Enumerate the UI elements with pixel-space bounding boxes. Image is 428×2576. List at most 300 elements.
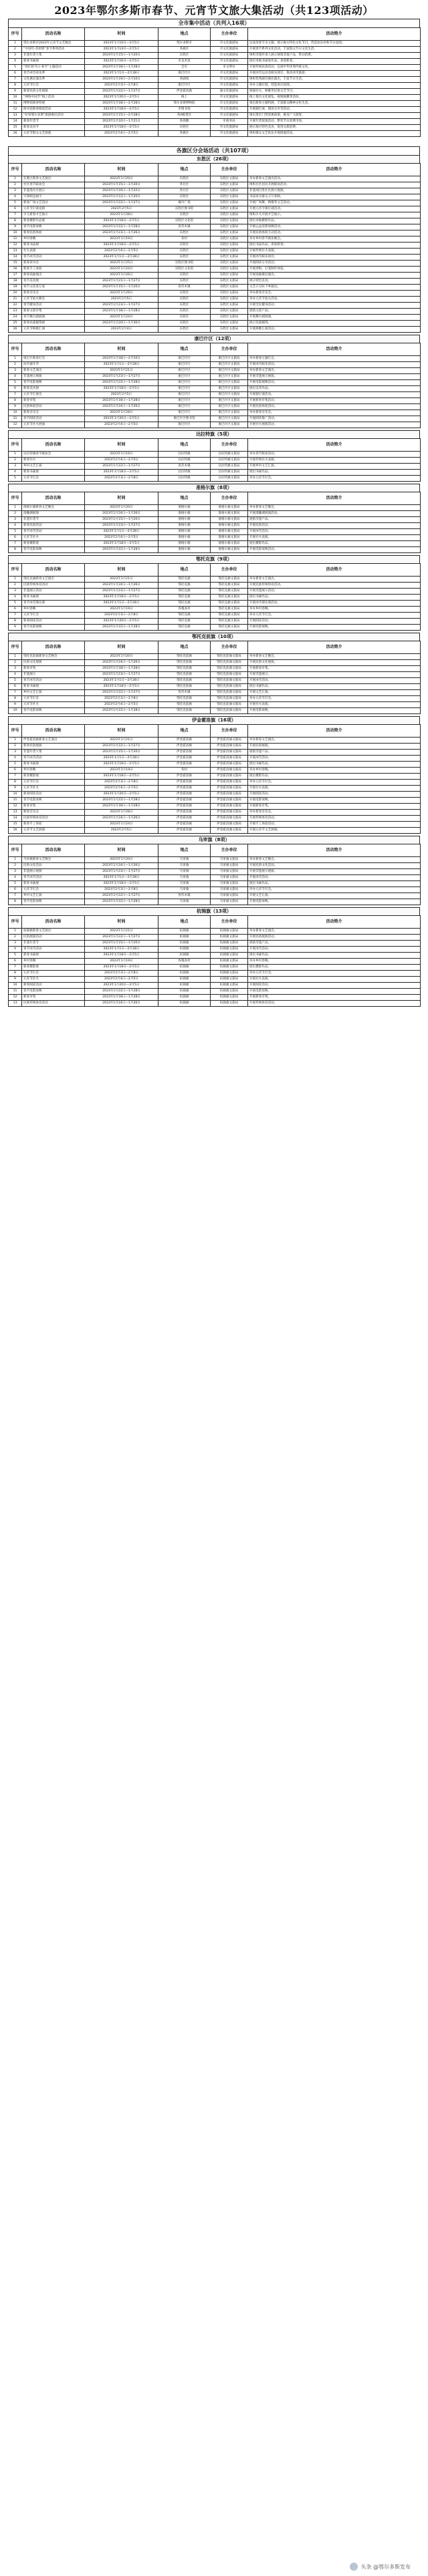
table-cell: 东胜区 xyxy=(158,243,211,249)
table-cell: 达拉特旗 xyxy=(158,452,211,458)
table-row xyxy=(9,101,421,107)
table-cell: 乌审旗 xyxy=(158,863,211,869)
table-cell: 2023年1月22日—1月28日 xyxy=(85,989,158,995)
table-cell: 康巴什区文旅局 xyxy=(211,386,248,392)
table-cell: 9 xyxy=(9,977,22,983)
table-cell: 开展民俗活动。 xyxy=(248,523,421,529)
table-cell: 东胜区文旅局 xyxy=(211,255,248,261)
table-cell: 2023年1月18日—1月28日 xyxy=(85,666,158,672)
table-cell: 举办元宵节灯会。 xyxy=(248,613,421,619)
table-cell: 9 xyxy=(9,89,22,95)
table-cell: 7 xyxy=(9,613,22,619)
table-cell: 鄂托克前旗 xyxy=(158,684,211,690)
table-cell: 非遗项目进社区展示展演。 xyxy=(248,188,421,194)
table-cell: 春节阅读活动 xyxy=(22,416,85,422)
table-cell: 2023年1月23日—1月27日 xyxy=(85,523,158,529)
table-cell: 春节电影放映 xyxy=(22,708,85,714)
table-cell: 杭锦旗 xyxy=(158,977,211,983)
table-cell: 准格尔旗 xyxy=(158,547,211,553)
table-cell: 新春音乐会 xyxy=(22,810,85,816)
table-cell: 准格尔旗文旅局 xyxy=(211,505,248,511)
table-cell: 2023年1月20日—2月5日 xyxy=(85,95,158,101)
table-cell: 春节电影展映 xyxy=(22,380,85,386)
table-cell: 东胜区文旅局 xyxy=(211,249,248,255)
table-row xyxy=(9,768,421,774)
table-cell: 达拉特旗 xyxy=(158,470,211,476)
table-cell: 7 xyxy=(9,77,22,83)
table-cell: 春节电影放映 xyxy=(22,899,85,905)
table-cell: 各苏木镇 xyxy=(158,464,211,470)
table-cell: 2023年1月18日—2月5日 xyxy=(85,953,158,959)
table-cell: 开展猜灯谜、阅读分享等活动。 xyxy=(248,107,421,113)
table-cell: 元宵节焰火晚会 xyxy=(22,297,85,303)
table-cell: 2023年2月5日 xyxy=(85,206,158,212)
table-row xyxy=(9,119,421,125)
table-cell: 5 xyxy=(9,953,22,959)
table-cell: 开展电影放映。 xyxy=(248,708,421,714)
table-cell: 2023年1月20日—2月5日 xyxy=(85,619,158,625)
table-cell: 26 xyxy=(9,327,22,333)
column-header: 地点 xyxy=(158,844,211,857)
table-row xyxy=(9,672,421,678)
column-header: 地点 xyxy=(158,28,211,41)
table-row xyxy=(9,607,421,613)
table-row xyxy=(9,303,421,309)
table-cell: 东胜区文旅局 xyxy=(211,327,248,333)
table-cell: 东胜区 xyxy=(158,297,211,303)
table-cell: 21 xyxy=(9,297,22,303)
table-cell: 3 xyxy=(9,188,22,194)
table-cell: 鄂托克前旗文旅局 xyxy=(211,708,248,714)
table-cell: 杭锦旗文旅局 xyxy=(211,953,248,959)
table-cell: 非遗展示展演 xyxy=(22,374,85,380)
table-cell: 春节冰雪活动 xyxy=(22,255,85,261)
table-cell: 书法家为群众义写春联。 xyxy=(248,194,421,200)
table-cell: 4 xyxy=(9,374,22,380)
table-cell: 9 xyxy=(9,224,22,230)
table-cell: 民族传统体育活动 xyxy=(22,816,85,822)
table-cell: 开展剪纸、灯笼制作体验。 xyxy=(248,267,421,273)
table-row xyxy=(9,261,421,267)
table-cell: 鄂托克前旗 xyxy=(158,696,211,702)
table-row xyxy=(9,188,421,194)
table-header-row xyxy=(9,492,421,505)
table-row xyxy=(9,977,421,983)
table-row xyxy=(9,71,421,77)
table-cell: 新春文艺演出 xyxy=(22,368,85,374)
table-cell: 东胜区 xyxy=(158,273,211,279)
table-cell: 东胜区 xyxy=(158,291,211,297)
table-cell: 市文化旅游局 xyxy=(211,107,248,113)
section-title: 全市集中活动（共列入16项） xyxy=(8,19,420,27)
table-cell: 2023年1月20日 xyxy=(85,654,158,660)
table-cell: 东胜区 xyxy=(158,327,211,333)
table-cell: 达拉特旗文旅局 xyxy=(211,458,248,464)
table-cell: 2023年1月18日—1月28日 xyxy=(85,65,158,71)
table-cell: 准格尔旗文旅局 xyxy=(211,523,248,529)
table-row xyxy=(9,212,421,218)
column-header: 活动简介 xyxy=(248,343,421,356)
table-cell: 新春摄影展 xyxy=(22,541,85,547)
table-cell: 新春社火 xyxy=(22,458,85,464)
table-row xyxy=(9,59,421,65)
table-cell: 6 xyxy=(9,768,22,774)
table-cell: 鄂托克前旗文旅局 xyxy=(211,660,248,666)
table-cell: 2023年2月5日 xyxy=(85,392,158,398)
table-cell: 展出本地摄影作品。 xyxy=(248,218,421,224)
activity-table xyxy=(8,563,421,631)
table-row xyxy=(9,356,421,362)
table-cell: 2023年1月20日 xyxy=(85,857,158,863)
table-cell: 鄂托克旗文旅局 xyxy=(211,613,248,619)
table-row xyxy=(9,230,421,236)
table-cell: 2023年1月24日—1月26日 xyxy=(85,816,158,822)
table-row xyxy=(9,863,421,869)
table-cell: 2023年1月20日—2月5日 xyxy=(85,792,158,798)
table-row xyxy=(9,380,421,386)
column-header: 主办单位 xyxy=(211,844,248,857)
table-cell: 展销非遗产品。 xyxy=(248,941,421,947)
table-cell: 杭锦旗 xyxy=(158,971,211,977)
table-cell: 开展阅读活动。 xyxy=(248,619,421,625)
table-cell: 2023年1月1日—2月28日 xyxy=(85,947,158,953)
table-cell: 6 xyxy=(9,684,22,690)
table-cell: 5 xyxy=(9,678,22,684)
table-cell: 康巴什区 xyxy=(158,368,211,374)
table-cell: 开展电影放映。 xyxy=(248,989,421,995)
table-cell: 新春民族服饰展 xyxy=(22,321,85,327)
table-cell: 7 xyxy=(9,392,22,398)
table-cell: 市文化旅游局 xyxy=(211,53,248,59)
table-cell: 鄂托克前旗文旅局 xyxy=(211,678,248,684)
table-row xyxy=(9,505,421,511)
table-cell: 伊金霍洛旗 xyxy=(158,816,211,822)
table-cell: 展出书画作品。 xyxy=(248,762,421,768)
table-cell: 康巴什区文旅局 xyxy=(211,392,248,398)
table-cell: 展出摄影作品。 xyxy=(248,541,421,547)
table-cell: 2023年2月5日 xyxy=(85,297,158,303)
table-cell: 1 xyxy=(9,505,22,511)
table-cell: 3 xyxy=(9,517,22,523)
table-cell: 新春读书会 xyxy=(22,261,85,267)
table-cell: 伊金霍洛旗文旅局 xyxy=(211,822,248,828)
table-row xyxy=(9,47,421,53)
table-row xyxy=(9,708,421,714)
table-cell: 非遗年货节 xyxy=(22,941,85,947)
table-cell: 开展社火表演。 xyxy=(248,977,421,983)
table-cell: 组织优秀剧目惠民演出，丰富节日生活。 xyxy=(248,77,421,83)
column-header: 活动名称 xyxy=(22,164,85,176)
watermark xyxy=(350,2563,411,2571)
table-cell: 2023年1月16日—1月22日 xyxy=(85,188,158,194)
table-cell: 1 xyxy=(9,41,22,47)
table-cell: 鄂托克旗 xyxy=(158,583,211,589)
table-cell: 2023年1月24日—1月26日 xyxy=(85,511,158,517)
table-cell: 1 xyxy=(9,738,22,744)
table-cell: 2023年1月19日—2月10日 xyxy=(85,77,158,83)
table-cell: 杭锦旗文旅局 xyxy=(211,941,248,947)
table-cell: 展销非遗产品。 xyxy=(248,517,421,523)
table-row xyxy=(9,517,421,523)
table-cell: 开展手工体验活动。 xyxy=(248,822,421,828)
column-header: 活动名称 xyxy=(22,725,85,738)
table-cell: 12 xyxy=(9,107,22,113)
table-cell: 11 xyxy=(9,416,22,422)
table-cell: 开展电影放映。 xyxy=(248,899,421,905)
table-row xyxy=(9,684,421,690)
table-cell: 少儿新春才艺展示 xyxy=(22,212,85,218)
table-cell: 鄂托克前旗新春文艺晚会 xyxy=(22,654,85,660)
table-cell: 伊金霍洛旗文旅局 xyxy=(211,774,248,780)
table-cell: 2023年1月21日 xyxy=(85,368,158,374)
column-header: 地点 xyxy=(158,164,211,176)
table-cell: 准格尔旗 xyxy=(158,517,211,523)
table-cell: 鄂托克旗文旅局 xyxy=(211,577,248,583)
table-cell: 2023年1月12日—1月20日 xyxy=(85,194,158,200)
table-cell: 9 xyxy=(9,786,22,792)
table-cell: 开展阅读活动。 xyxy=(248,983,421,989)
table-cell: 2023年1月28日 xyxy=(85,212,158,218)
table-cell: 各苏木镇 xyxy=(158,224,211,230)
table-cell: 元宵节社火 xyxy=(22,535,85,541)
table-cell: 新春美食节 xyxy=(22,125,85,131)
table-cell: 2023年1月1日—2月28日 xyxy=(85,255,158,261)
table-cell: 举办乡村春晚。 xyxy=(248,607,421,613)
table-cell: 2023年1月23日—1月27日 xyxy=(85,589,158,595)
table-cell: 11 xyxy=(9,989,22,995)
table-cell: 2023年1月22日—1月28日 xyxy=(85,708,158,714)
table-cell: 2023年1月18日—2月5日 xyxy=(85,218,158,224)
table-cell: 开展传统民俗活动，弘扬中华优秀传统文化。 xyxy=(248,65,421,71)
table-cell: 15 xyxy=(9,125,22,131)
table-cell: 达拉特旗 xyxy=(158,458,211,464)
table-cell: 2023年1月18日—1月28日 xyxy=(85,995,158,1001)
table-cell: 2 xyxy=(9,660,22,666)
table-row xyxy=(9,291,421,297)
table-cell: 康巴什区 xyxy=(158,386,211,392)
table-row xyxy=(9,523,421,529)
table-cell: 乌审旗 xyxy=(158,869,211,875)
table-cell: 鄂尔多斯市 xyxy=(158,41,211,47)
table-cell: 2023年2月4日—2月5日 xyxy=(85,249,158,255)
table-cell: 举办乡村春晚。 xyxy=(248,959,421,965)
table-cell: 举办新春文艺演出活动。 xyxy=(248,176,421,182)
table-cell: 杭锦旗文旅局 xyxy=(211,995,248,1001)
table-row xyxy=(9,619,421,625)
table-cell: 各剧场 xyxy=(158,77,211,83)
table-cell: 达拉特旗文旅局 xyxy=(211,470,248,476)
table-cell: 准格尔旗文旅局 xyxy=(211,529,248,535)
table-cell: 非遗展示展演 xyxy=(22,869,85,875)
column-header: 时间 xyxy=(85,28,158,41)
table-cell: 乌审旗文旅局 xyxy=(211,863,248,869)
table-cell: 2023年1月23日—1月27日 xyxy=(85,374,158,380)
table-cell: 2023年1月24日 xyxy=(85,267,158,273)
table-cell: 2 xyxy=(9,935,22,941)
table-cell: 8 xyxy=(9,547,22,553)
table-cell: 24 xyxy=(9,315,22,321)
table-cell: 2023年1月20日 xyxy=(85,176,158,182)
table-cell: 鄂托克前旗文旅局 xyxy=(211,666,248,672)
table-cell: 康巴什区文旅局 xyxy=(211,368,248,374)
table-cell: 3 xyxy=(9,869,22,875)
column-header: 活动名称 xyxy=(22,343,85,356)
table-cell: 2023年1月1日—2月28日 xyxy=(85,756,158,762)
table-cell: 春节舞台剧展演 xyxy=(22,315,85,321)
table-cell: 市文化旅游局 xyxy=(211,59,248,65)
table-cell: 伊金霍洛旗文旅局 xyxy=(211,804,248,810)
table-cell: 开展电影展映活动。 xyxy=(248,380,421,386)
table-cell: 新春书画展 xyxy=(22,470,85,476)
table-cell: 鄂尔多斯市2023年元宵节文艺晚会 xyxy=(22,41,85,47)
table-cell: 鄂托克前旗文旅局 xyxy=(211,690,248,696)
column-header: 主办单位 xyxy=(211,916,248,929)
table-cell: 3 xyxy=(9,589,22,595)
table-row xyxy=(9,899,421,905)
table-cell: 康巴什区 xyxy=(158,362,211,368)
table-cell: 10 xyxy=(9,230,22,236)
table-row xyxy=(9,756,421,762)
table-row xyxy=(9,583,421,589)
table-cell: 展示民族服饰。 xyxy=(248,321,421,327)
table-cell: 2023年2月4日—2月5日 xyxy=(85,702,158,708)
table-cell: 民族传统体育活动 xyxy=(22,1001,85,1007)
table-row xyxy=(9,368,421,374)
column-header: 主办单位 xyxy=(211,439,248,452)
table-cell: 举办新春文艺演出。 xyxy=(248,929,421,935)
table-cell: 2023年1月22日—1月28日 xyxy=(85,380,158,386)
table-cell: 全市 xyxy=(158,65,211,71)
table-cell: 开展冰雪活动。 xyxy=(248,947,421,953)
table-cell: 举办元宵节灯会。 xyxy=(248,476,421,482)
table-cell: 2023年1月18日—2月5日 xyxy=(85,774,158,780)
table-cell: 新春民俗展演 xyxy=(22,744,85,750)
column-header: 主办单位 xyxy=(211,164,248,176)
table-cell: 东胜区 xyxy=(158,321,211,327)
table-cell: 达拉特旗文旅局 xyxy=(211,476,248,482)
table-cell: 开展电影放映活动。 xyxy=(248,547,421,553)
table-cell: 市商务局 xyxy=(211,119,248,125)
table-cell: 16 xyxy=(9,267,22,273)
table-cell: 6 xyxy=(9,206,22,212)
table-row xyxy=(9,236,421,243)
table-cell: 2023年1月28日 xyxy=(85,410,158,416)
table-row xyxy=(9,816,421,822)
table-cell: 13 xyxy=(9,113,22,119)
table-cell: 4 xyxy=(9,523,22,529)
table-cell: 杭锦旗 xyxy=(158,995,211,1001)
table-cell: 2023年1月18日—2月5日 xyxy=(85,243,158,249)
table-cell: 新春书画展 xyxy=(22,762,85,768)
table-cell: 17 xyxy=(9,273,22,279)
table-cell: 元宵节灯会 xyxy=(22,696,85,702)
table-cell: 开展阅读分享活动。 xyxy=(248,261,421,267)
table-row xyxy=(9,243,421,249)
table-cell: 举办新春文艺演出。 xyxy=(248,738,421,744)
table-cell: 2023年1月23日—1月27日 xyxy=(85,869,158,875)
table-cell: 元宵节灯会 xyxy=(22,83,85,89)
table-cell: 开展电影放映。 xyxy=(248,798,421,804)
table-cell: 鄂托克旗文旅局 xyxy=(211,589,248,595)
table-cell: 2023年2月3日—2月8日 xyxy=(85,476,158,482)
table-cell: 2023年1月1日—2月28日 xyxy=(85,71,158,77)
table-cell: 东胜区 xyxy=(158,176,211,182)
table-cell: 开展冰雪活动。 xyxy=(248,529,421,535)
table-cell: 新春广场文艺活动 xyxy=(22,200,85,206)
table-cell: 2023年1月21日 xyxy=(85,577,158,583)
table-row xyxy=(9,476,421,482)
table-cell: 2023年1月23日—1月27日 xyxy=(85,303,158,309)
table-cell: 市文化旅游局 xyxy=(211,101,248,107)
column-header: 活动名称 xyxy=(22,492,85,505)
table-cell: 开展春节系列文化活动，丰富群众节日文化生活。 xyxy=(248,47,421,53)
table-cell: 举办新春音乐会。 xyxy=(248,410,421,416)
column-header: 地点 xyxy=(158,564,211,577)
table-cell: 开展传统体育活动。 xyxy=(248,816,421,822)
table-cell: 乌审旗文旅局 xyxy=(211,875,248,881)
table-cell: 13 xyxy=(9,249,22,255)
table-cell: 开展民俗文化活动。 xyxy=(248,863,421,869)
table-row xyxy=(9,535,421,541)
column-header: 活动简介 xyxy=(248,844,421,857)
table-cell: 6 xyxy=(9,887,22,893)
column-header: 时间 xyxy=(85,844,158,857)
table-row xyxy=(9,857,421,863)
table-cell: 新春民俗活动 xyxy=(22,523,85,529)
table-cell: 2023年1月18日—2月28日 xyxy=(85,101,158,107)
table-cell: 鄂托克前旗文旅局 xyxy=(211,696,248,702)
table-cell: 准格尔旗文旅局 xyxy=(211,547,248,553)
table-row xyxy=(9,200,421,206)
table-cell: 康巴什区文旅局 xyxy=(211,374,248,380)
table-cell: 2023年1月1日—2月28日 xyxy=(85,875,158,881)
table-cell: 伊金霍洛旗文旅局 xyxy=(211,780,248,786)
table-cell: 2023年1月1日—2月28日 xyxy=(85,678,158,684)
table-cell: 5 xyxy=(9,601,22,607)
table-cell: 14 xyxy=(9,816,22,822)
table-cell: 8 xyxy=(9,619,22,625)
table-cell: 2023年1月15日—1月20日 xyxy=(85,750,158,756)
table-cell: 非遗展示 xyxy=(22,672,85,678)
table-cell: 新春市集 xyxy=(22,666,85,672)
table-cell: 准格尔旗文旅局 xyxy=(211,541,248,547)
table-cell: 市文化旅游局 xyxy=(211,71,248,77)
table-cell: 民俗文化活动 xyxy=(22,863,85,869)
table-cell: 开展冰雪活动。 xyxy=(248,678,421,684)
table-cell: 2023年1月18日—1月28日 xyxy=(85,804,158,810)
table-row xyxy=(9,410,421,416)
column-header: 时间 xyxy=(85,641,158,654)
table-cell: 举办乡村春节联欢晚会。 xyxy=(248,236,421,243)
table-row xyxy=(9,786,421,792)
table-cell: 乡村文艺汇演 xyxy=(22,690,85,696)
column-header: 活动名称 xyxy=(22,641,85,654)
table-cell: “中国年·草原情”春节系列活动 xyxy=(22,47,85,53)
table-row xyxy=(9,392,421,398)
table-cell: 新春书画展 xyxy=(22,59,85,65)
table-cell: 东胜区文旅局 xyxy=(211,194,248,200)
table-cell: 举办元宵节灯会。 xyxy=(248,971,421,977)
table-cell: 新春年货节 xyxy=(22,119,85,125)
column-header: 地点 xyxy=(158,725,211,738)
table-cell: 13 xyxy=(9,810,22,816)
table-cell: 准格尔旗 xyxy=(158,523,211,529)
activity-table xyxy=(8,27,421,137)
table-cell: 2023年2月4日—2月5日 xyxy=(85,786,158,792)
column-header: 时间 xyxy=(85,492,158,505)
table-cell: 2023年2月3日—2月8日 xyxy=(85,83,158,89)
table-cell: 伊金霍洛旗 xyxy=(158,744,211,750)
